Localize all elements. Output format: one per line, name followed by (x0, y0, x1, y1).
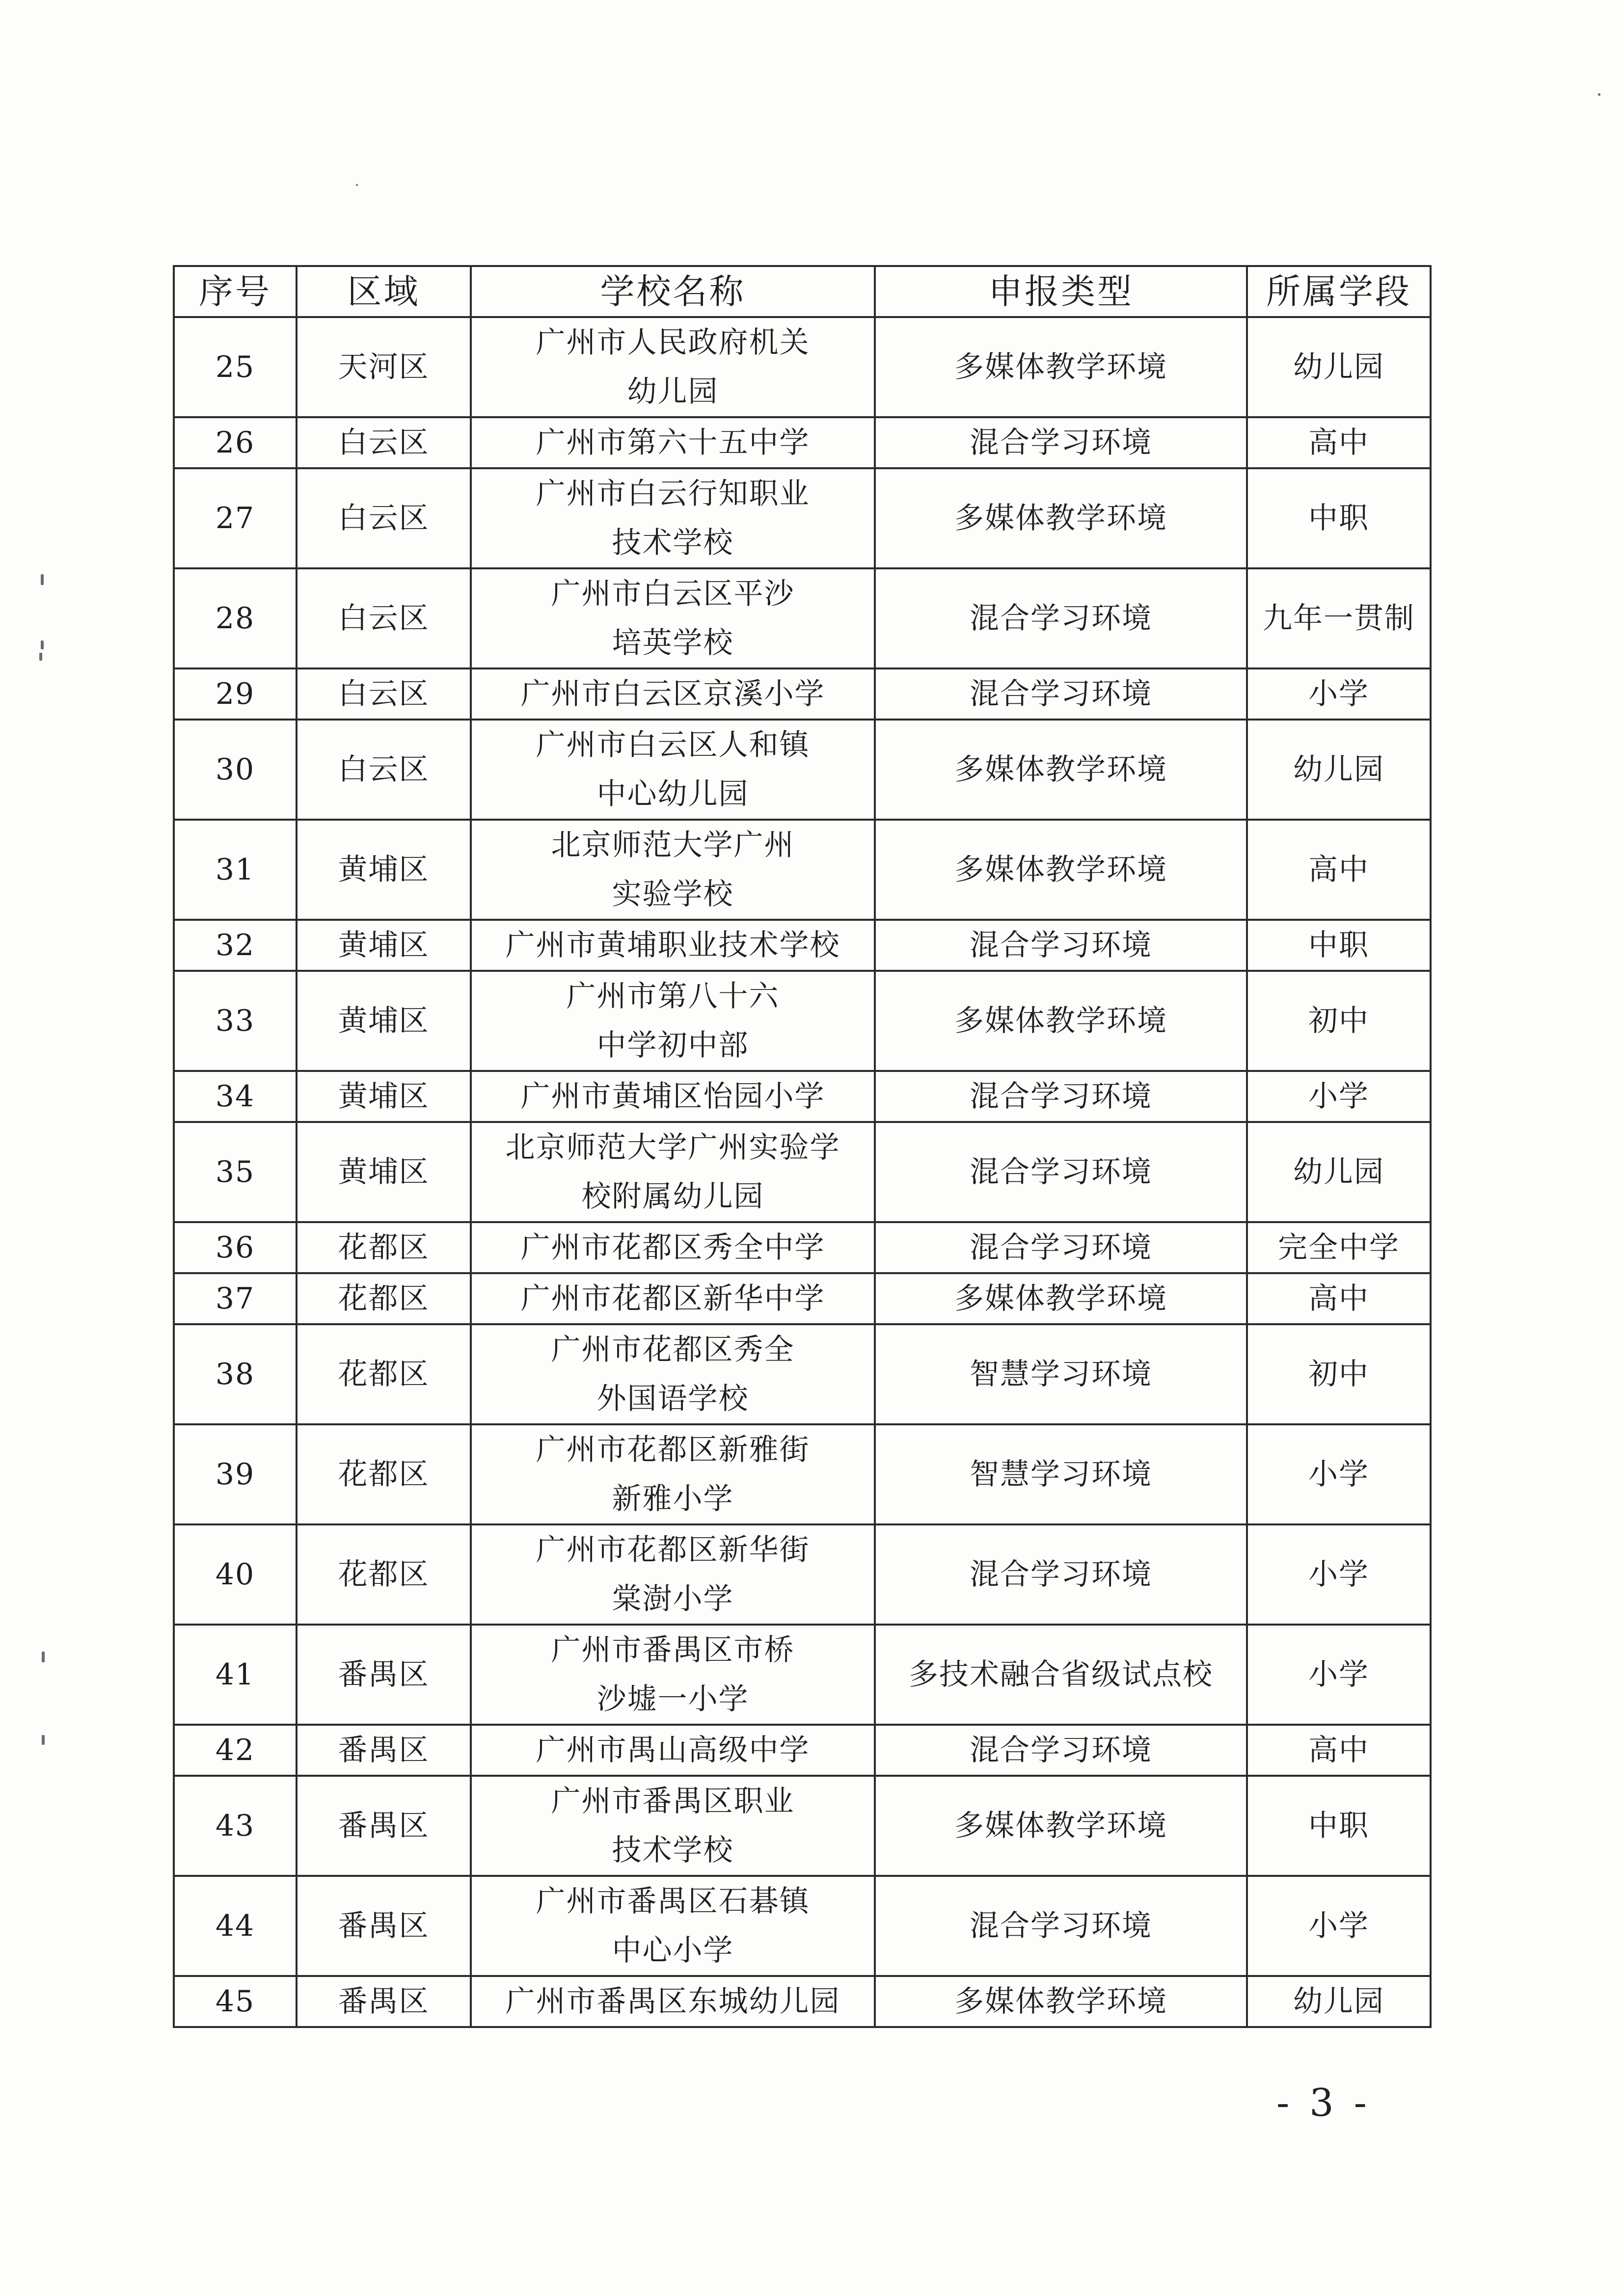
cell-stage: 九年一贯制 (1247, 568, 1431, 668)
table-row (174, 417, 1431, 468)
cell-type: 多媒体教学环境 (875, 820, 1247, 920)
cell-school: 广州市黄埔职业技术学校 (471, 920, 875, 971)
cell-school: 广州市白云区平沙 培英学校 (471, 568, 875, 668)
cell-no: 40 (174, 1524, 297, 1625)
cell-stage: 高中 (1247, 417, 1431, 468)
cell-district: 天河区 (297, 317, 471, 417)
cell-stage: 小学 (1247, 1876, 1431, 1976)
cell-school: 广州市白云行知职业 技术学校 (471, 468, 875, 568)
cell-type: 多媒体教学环境 (875, 720, 1247, 820)
cell-stage: 幼儿园 (1247, 1976, 1431, 2027)
table-row (174, 668, 1431, 720)
table-row (174, 1071, 1431, 1122)
table-row (174, 1524, 1431, 1625)
table-row (174, 720, 1431, 820)
cell-district: 花都区 (297, 1222, 471, 1273)
cell-stage: 高中 (1247, 1273, 1431, 1324)
cell-type: 混合学习环境 (875, 1222, 1247, 1273)
cell-school: 广州市白云区京溪小学 (471, 668, 875, 720)
cell-district: 黄埔区 (297, 1071, 471, 1122)
cell-type: 多媒体教学环境 (875, 1976, 1247, 2027)
cell-no: 44 (174, 1876, 297, 1976)
table-row (174, 1976, 1431, 2027)
cell-school: 广州市花都区秀全中学 (471, 1222, 875, 1273)
cell-stage: 初中 (1247, 1324, 1431, 1424)
cell-stage: 中职 (1247, 1776, 1431, 1876)
cell-type: 混合学习环境 (875, 1524, 1247, 1625)
cell-district: 番禺区 (297, 1725, 471, 1776)
cell-district: 花都区 (297, 1524, 471, 1625)
cell-stage: 中职 (1247, 920, 1431, 971)
cell-stage: 高中 (1247, 820, 1431, 920)
table-row (174, 1776, 1431, 1876)
cell-type: 多技术融合省级试点校 (875, 1625, 1247, 1725)
scan-speck (42, 1735, 45, 1745)
cell-stage: 高中 (1247, 1725, 1431, 1776)
cell-school: 广州市花都区秀全 外国语学校 (471, 1324, 875, 1424)
cell-school: 广州市花都区新雅街 新雅小学 (471, 1424, 875, 1524)
cell-stage: 幼儿园 (1247, 720, 1431, 820)
header-stage: 所属学段 (1247, 266, 1431, 317)
cell-stage: 小学 (1247, 1625, 1431, 1725)
cell-school: 广州市人民政府机关 幼儿园 (471, 317, 875, 417)
cell-school: 广州市番禺区市桥 沙墟一小学 (471, 1625, 875, 1725)
header-no: 序号 (174, 266, 297, 317)
cell-no: 35 (174, 1122, 297, 1222)
cell-type: 混合学习环境 (875, 1071, 1247, 1122)
table-row (174, 820, 1431, 920)
cell-no: 37 (174, 1273, 297, 1324)
cell-stage: 小学 (1247, 1071, 1431, 1122)
cell-no: 42 (174, 1725, 297, 1776)
cell-no: 45 (174, 1976, 297, 2027)
cell-no: 41 (174, 1625, 297, 1725)
cell-no: 43 (174, 1776, 297, 1876)
table-row (174, 1222, 1431, 1273)
cell-school: 广州市花都区新华中学 (471, 1273, 875, 1324)
cell-type: 混合学习环境 (875, 417, 1247, 468)
cell-stage: 小学 (1247, 1424, 1431, 1524)
cell-district: 番禺区 (297, 1876, 471, 1976)
cell-stage: 中职 (1247, 468, 1431, 568)
cell-no: 39 (174, 1424, 297, 1524)
cell-school: 广州市花都区新华街 棠澍小学 (471, 1524, 875, 1625)
cell-school: 广州市第六十五中学 (471, 417, 875, 468)
scan-speck (39, 653, 42, 661)
cell-district: 白云区 (297, 417, 471, 468)
table-row (174, 1876, 1431, 1976)
cell-no: 30 (174, 720, 297, 820)
cell-school: 广州市黄埔区怡园小学 (471, 1071, 875, 1122)
cell-type: 混合学习环境 (875, 568, 1247, 668)
cell-stage: 幼儿园 (1247, 1122, 1431, 1222)
cell-type: 多媒体教学环境 (875, 1273, 1247, 1324)
header-school: 学校名称 (471, 266, 875, 317)
cell-no: 25 (174, 317, 297, 417)
cell-type: 智慧学习环境 (875, 1424, 1247, 1524)
table-row (174, 1324, 1431, 1424)
cell-type: 混合学习环境 (875, 668, 1247, 720)
table-row (174, 1424, 1431, 1524)
cell-district: 黄埔区 (297, 1122, 471, 1222)
cell-school: 广州市番禺区东城幼儿园 (471, 1976, 875, 2027)
page-number: - 3 - (1276, 2081, 1371, 2125)
cell-district: 番禺区 (297, 1776, 471, 1876)
cell-district: 黄埔区 (297, 820, 471, 920)
cell-type: 智慧学习环境 (875, 1324, 1247, 1424)
cell-no: 27 (174, 468, 297, 568)
table-row (174, 317, 1431, 417)
cell-district: 花都区 (297, 1324, 471, 1424)
cell-no: 38 (174, 1324, 297, 1424)
cell-stage: 初中 (1247, 971, 1431, 1071)
cell-school: 北京师范大学广州 实验学校 (471, 820, 875, 920)
cell-no: 36 (174, 1222, 297, 1273)
table-row (174, 1725, 1431, 1776)
cell-district: 黄埔区 (297, 920, 471, 971)
cell-stage: 幼儿园 (1247, 317, 1431, 417)
cell-type: 混合学习环境 (875, 1122, 1247, 1222)
cell-type: 混合学习环境 (875, 1725, 1247, 1776)
scan-speck (356, 184, 358, 186)
school-list-table (173, 265, 1432, 2028)
cell-district: 白云区 (297, 668, 471, 720)
table-row (174, 971, 1431, 1071)
cell-district: 白云区 (297, 468, 471, 568)
cell-school: 广州市第八十六 中学初中部 (471, 971, 875, 1071)
scan-speck (41, 574, 44, 585)
cell-district: 花都区 (297, 1424, 471, 1524)
cell-school: 广州市白云区人和镇 中心幼儿园 (471, 720, 875, 820)
cell-stage: 小学 (1247, 1524, 1431, 1625)
table-row (174, 568, 1431, 668)
cell-type: 多媒体教学环境 (875, 971, 1247, 1071)
cell-type: 多媒体教学环境 (875, 1776, 1247, 1876)
cell-no: 28 (174, 568, 297, 668)
cell-district: 白云区 (297, 568, 471, 668)
cell-no: 31 (174, 820, 297, 920)
cell-school: 北京师范大学广州实验学 校附属幼儿园 (471, 1122, 875, 1222)
header-type: 申报类型 (875, 266, 1247, 317)
cell-type: 混合学习环境 (875, 1876, 1247, 1976)
header-row (174, 266, 1431, 317)
cell-no: 29 (174, 668, 297, 720)
cell-stage: 完全中学 (1247, 1222, 1431, 1273)
header-district: 区域 (297, 266, 471, 317)
cell-district: 花都区 (297, 1273, 471, 1324)
scan-speck (42, 1652, 45, 1662)
cell-no: 32 (174, 920, 297, 971)
table-row (174, 1625, 1431, 1725)
cell-type: 多媒体教学环境 (875, 317, 1247, 417)
cell-school: 广州市禺山高级中学 (471, 1725, 875, 1776)
cell-school: 广州市番禺区石碁镇 中心小学 (471, 1876, 875, 1976)
cell-school: 广州市番禺区职业 技术学校 (471, 1776, 875, 1876)
scan-speck (41, 641, 44, 649)
cell-type: 多媒体教学环境 (875, 468, 1247, 568)
table-row (174, 1273, 1431, 1324)
cell-stage: 小学 (1247, 668, 1431, 720)
cell-district: 白云区 (297, 720, 471, 820)
cell-no: 33 (174, 971, 297, 1071)
table-row (174, 468, 1431, 568)
cell-no: 34 (174, 1071, 297, 1122)
table-row (174, 1122, 1431, 1222)
table-row (174, 920, 1431, 971)
cell-district: 黄埔区 (297, 971, 471, 1071)
cell-district: 番禺区 (297, 1976, 471, 2027)
scan-speck (1598, 93, 1600, 96)
cell-district: 番禺区 (297, 1625, 471, 1725)
cell-no: 26 (174, 417, 297, 468)
cell-type: 混合学习环境 (875, 920, 1247, 971)
